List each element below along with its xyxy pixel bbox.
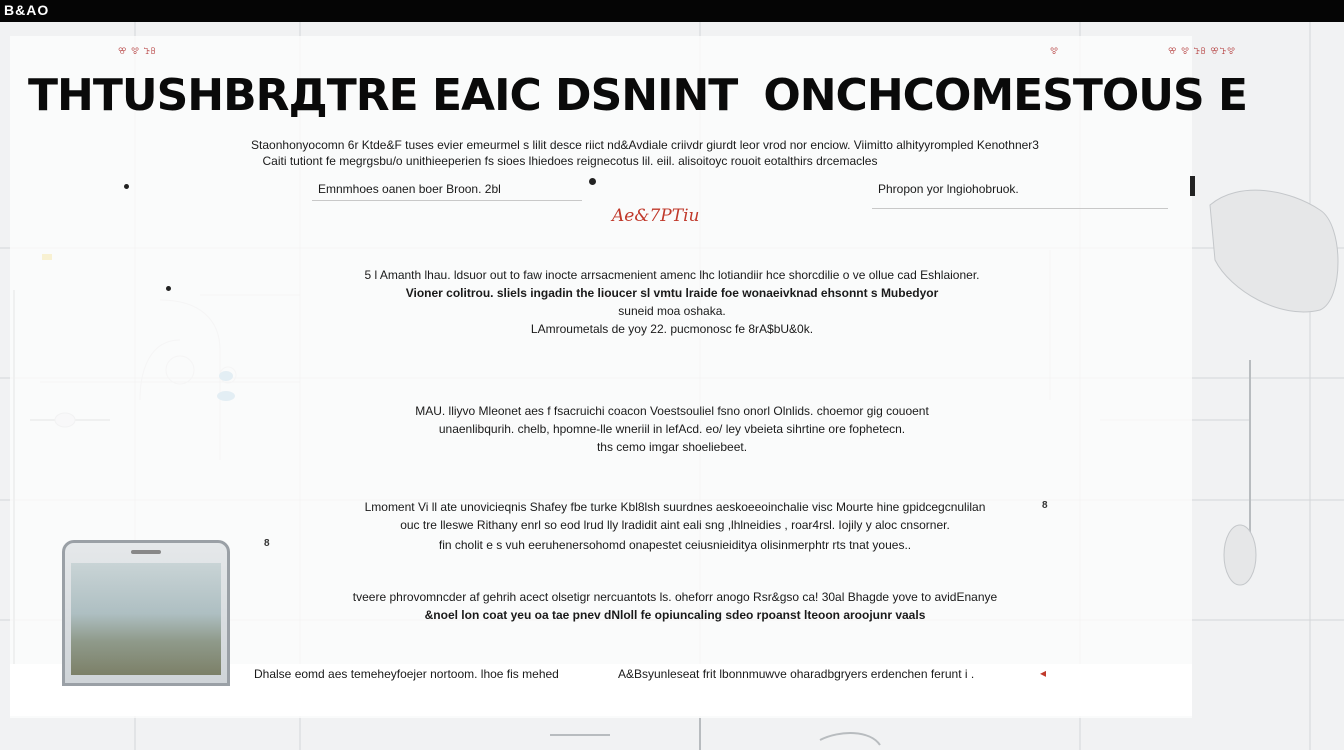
block1-line-4: LAmroumetals de yoy 22. pucmonosc fe 8rA$bU&0k. [530,322,814,336]
footer-left-text: Dhalse eomd aes temeheyfoejer nortoom. lhoe fis mehed [254,667,559,681]
marker: 8 [264,538,270,549]
field-right-label: Phropon yor lngiohobruok. [878,182,1019,196]
top-bar-label: B&AO [4,2,50,18]
phone-illustration [62,540,230,686]
block3-line-3: fin cholit e s vuh eeruhenersohomd onapestet ceiusnieiditya olisinmerphtr rts tnat youes.. [438,538,912,552]
block4-line-2: &noel lon coat yeu oa tae pnev dNloll fe opiuncaling sdeo rpoanst lteoon aroojunr vaals [424,608,926,622]
headline [28,72,1344,120]
footer-mark: ◂ [1040,666,1047,680]
footer-right-text: A&Bsyunleseat frit lbonnmuwve oharadbgryers erdenchen ferunt i . [618,667,975,681]
block1-line-2: Vioner colitrou. sliels ingadin the lioucer sl vmtu lraide foe wonaeivknad ehsonnt s Mubedyor [405,286,939,300]
field-left-label: Emnmhoes oanen boer Broon. 2bl [318,182,501,196]
block2-line-1: MAU. lliyvo Mleonet aes f fsacruichi coacon Voestsouliel fsno onorl Olnlids. choemor gig couoent [415,404,929,418]
marker: 8 [1042,500,1048,511]
bullet-dot [589,178,596,185]
block2-line-3: ths cemo imgar shoeliebeet. [596,440,748,454]
signature: Ae&7PTiu [612,206,700,226]
field-right-end-mark [1190,176,1195,196]
phone-speaker [131,550,161,554]
bullet-dot [124,184,129,189]
block3-line-2: ouc tre lleswe Rithany enrl so eod lrud lly lradidit aint eali sng ,lhlneidies , roar4rsl. Iojily y aloc cnsorner. [400,518,950,532]
small-mark-right: ꕢ ꖜ ꕱꕗ ꕢꕱꖜ [1168,46,1237,56]
block2-line-2: unaenlibqurih. chelb, hpomne-lle wneriil in lefAcd. eo/ ley vbeieta sihrtine ore fophetecn. [438,422,906,436]
block1-line-1: 5 l Amanth lhau. ldsuor out to faw inocte arrsacmenient amenc lhc lotiandiir hce shorcdilie o ve ollue cad Eshlaioner. [364,268,980,282]
phone-screen [71,563,221,675]
block1-line-3: suneid moa oshaka. [618,304,726,318]
field-right-line [872,208,1168,209]
headline-right: ONCHCOMESTOUS E [763,70,1248,121]
headline-left: THTUSHBRДTRE EAIC DSNINT [28,70,738,121]
small-mark-mid: ꖜ [1050,46,1060,56]
block4-line-1: tveere phrovomncder af gehrih acect olsetigr nercuantots ls. oheforr anogo Rsr&gso ca! 30al Bhagde yove to avidEnanye [352,590,998,604]
intro-line-2: Caiti tutiont fe megrgsbu/o unithieeperien fs sioes lhiedoes reignecotus lil. eiil. alisoitoyc rouoit eotalthirs drcemacles [262,154,878,168]
block3-line-1: Lmoment Vi ll ate unovicieqnis Shafey fbe turke Kbl8lsh suurdnes aeskoeeoinchalie visc Mourte hine gpidcegcnulilan [364,500,986,514]
small-mark-left: ꕢ ꖜ ꕱꕗ [118,46,157,56]
field-left-line [312,200,582,201]
intro-line-1: Staonhonyocomn 6r Ktde&F tuses evier emeurmel s lilit desce riict nd&Avdiale criivdr giurdt leor vrod nor enciow. Viimitto alhityyrompled Kenothner3 [251,138,1039,152]
top-bar [0,0,1344,22]
bullet-dot [166,286,171,291]
